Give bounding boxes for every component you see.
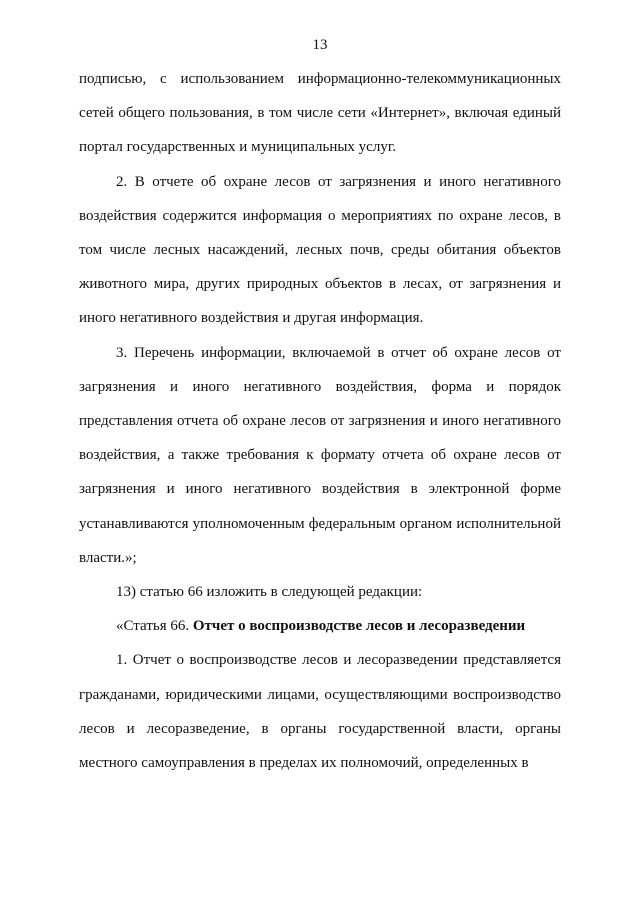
article-heading xyxy=(79,609,561,643)
document-body xyxy=(79,62,561,780)
page-number: 13 xyxy=(312,37,328,53)
paragraph-continuation: подписью, с использованием информационно-телекоммуникационных сетей общего пользования, в том числе сети «Интернет», включая единый портал государственных и муниципальных услуг. xyxy=(79,71,561,156)
article-title: Отчет о воспроизводстве лесов и лесоразведении xyxy=(192,618,526,635)
paragraph-3: 3. Перечень информации, включаемой в отчет об охране лесов от загрязнения и иного негативного воздействия, форма и порядок представления отчета об охране лесов от загрязнения и иного негативного воздействия, а также требования к формату отчета об охране лесов от загрязнения и иного негативного воздействия в электронной форме устанавливаются уполномоченным федеральным органом исполнительной власти.»; xyxy=(79,344,561,566)
amendment-item-13: 13) статью 66 изложить в следующей редакции: xyxy=(116,584,423,601)
article-number: «Статья 66. xyxy=(116,618,190,635)
article-paragraph-1: 1. Отчет о воспроизводстве лесов и лесоразведении представляется гражданами, юридическими лицами, осуществляющими воспроизводство лесов и лесоразведение, в органы государственной власти, органы местного самоуправления в пределах их полномочий, определенных в xyxy=(79,652,561,772)
paragraph-2: 2. В отчете об охране лесов от загрязнения и иного негативного воздействия содержится информация о мероприятиях по охране лесов, в том числе лесных насаждений, лесных почв, среды обитания объектов животного мира, других природных объектов в лесах, от загрязнения и иного негативного воздействия и другая информация. xyxy=(79,173,561,327)
